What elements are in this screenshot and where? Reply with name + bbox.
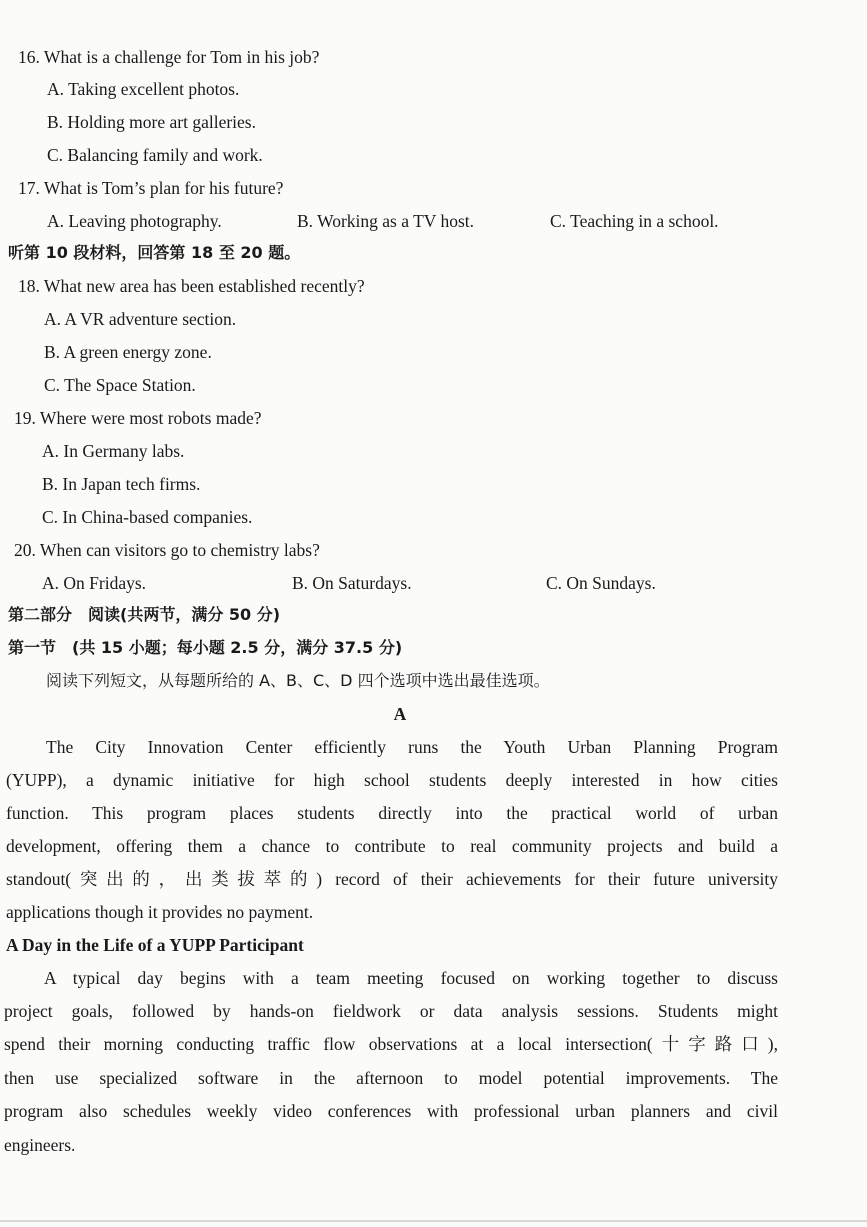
question-18-option-c: C. The Space Station.	[44, 375, 196, 395]
page-bottom-edge	[0, 1220, 867, 1222]
paragraph-1-line-2: (YUPP), a dynamic initiative for high school students deeply interested in how cities	[6, 770, 778, 790]
question-18-option-a: A. A VR adventure section.	[44, 309, 237, 329]
question-19-stem: 19. Where were most robots made?	[14, 408, 262, 428]
question-17-option-b: B. Working as a TV host.	[297, 211, 474, 231]
question-18-stem: 18. What new area has been established recently?	[18, 276, 365, 296]
reading-instruction: 阅读下列短文，从每题所给的 A、B、C、D 四个选项中选出最佳选项。	[46, 671, 550, 690]
part-2-heading: 第二部分 阅读(共两节，满分 50 分)	[8, 605, 281, 624]
question-19-option-a: A. In Germany labs.	[42, 441, 185, 461]
section-10-heading: 听第 10 段材料，回答第 18 至 20 题。	[8, 243, 301, 262]
question-17-option-c: C. Teaching in a school.	[550, 211, 719, 231]
question-18-option-b: B. A green energy zone.	[44, 342, 212, 362]
paragraph-2-line-2: project goals, followed by hands-on fieldwork or data analysis sessions. Students might	[4, 1001, 778, 1021]
question-20-stem: 20. When can visitors go to chemistry labs?	[14, 540, 320, 560]
paragraph-1-line-5: standout(突出的，出类拔萃的) record of their achievements for their future university	[6, 869, 778, 889]
question-20-option-c: C. On Sundays.	[546, 573, 656, 593]
passage-label: A	[393, 704, 407, 724]
paragraph-2-line-4: then use specialized software in the afternoon to model potential improvements. The	[4, 1068, 778, 1088]
question-17-option-a: A. Leaving photography.	[47, 211, 222, 231]
paragraph-1-line-1: The City Innovation Center efficiently runs the Youth Urban Planning Program	[46, 737, 778, 757]
section-1-heading: 第一节 (共 15 小题；每小题 2.5 分，满分 37.5 分)	[8, 638, 403, 657]
question-17-stem: 17. What is Tom’s plan for his future?	[18, 178, 284, 198]
paragraph-2-line-6: engineers.	[4, 1135, 76, 1155]
question-16-stem: 16. What is a challenge for Tom in his job?	[18, 47, 320, 67]
question-20-option-a: A. On Fridays.	[42, 573, 147, 593]
question-16-option-b: B. Holding more art galleries.	[47, 112, 256, 132]
section-heading: A Day in the Life of a YUPP Participant	[6, 935, 304, 955]
paragraph-1-line-6: applications though it provides no payment.	[6, 902, 314, 922]
question-20-option-b: B. On Saturdays.	[292, 573, 412, 593]
paragraph-2-line-1: A typical day begins with a team meeting focused on working together to discuss	[44, 968, 778, 988]
paragraph-1-line-3: function. This program places students directly into the practical world of urban	[6, 803, 778, 823]
paragraph-2-line-3: spend their morning conducting traffic flow observations at a local intersection(十字路口),	[4, 1034, 778, 1054]
question-19-option-b: B. In Japan tech firms.	[42, 474, 201, 494]
question-19-option-c: C. In China-based companies.	[42, 507, 253, 527]
paragraph-2-line-5: program also schedules weekly video conferences with professional urban planners and civil	[4, 1101, 778, 1121]
question-16-option-c: C. Balancing family and work.	[47, 145, 263, 165]
question-16-option-a: A. Taking excellent photos.	[47, 79, 240, 99]
paragraph-1-line-4: development, offering them a chance to contribute to real community projects and build a	[6, 836, 778, 856]
